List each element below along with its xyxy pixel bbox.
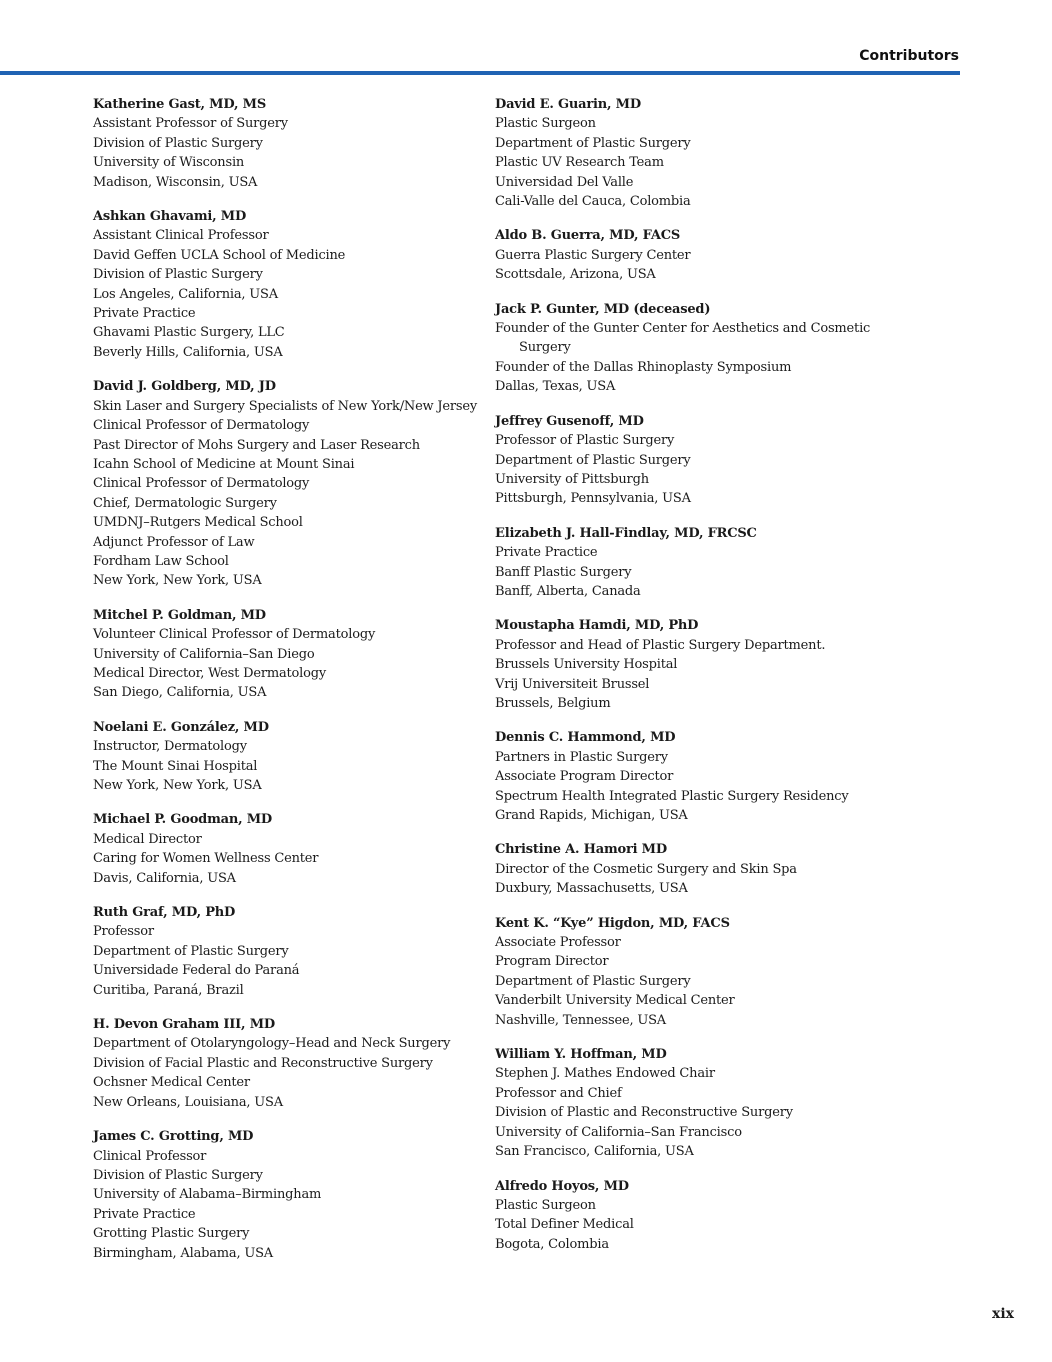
- affiliation-line: Grand Rapids, Michigan, USA: [495, 808, 688, 823]
- affiliation-line: Stephen J. Mathes Endowed Chair: [495, 1066, 715, 1082]
- running-header-title: Contributors: [859, 48, 959, 64]
- contributor-entry: [93, 903, 483, 1000]
- contributor-name: Jack P. Gunter, MD (deceased): [495, 301, 711, 317]
- contributor-name: Noelani E. González, MD: [93, 719, 269, 735]
- affiliation-line: Division of Plastic Surgery: [93, 135, 263, 151]
- header-rule: [0, 71, 960, 75]
- affiliation-line: University of Wisconsin: [93, 155, 245, 171]
- affiliation-line: David Geffen UCLA School of Medicine: [93, 247, 346, 263]
- affiliation-line: Clinical Professor: [93, 1148, 207, 1164]
- contributor-entry: [93, 810, 483, 888]
- affiliation-line: Icahn School of Medicine at Mount Sinai: [93, 456, 355, 472]
- affiliation-line: Professor and Chief: [495, 1085, 622, 1101]
- affiliation-line: Private Practice: [93, 1206, 196, 1222]
- affiliation-line: Fordham Law School: [93, 553, 229, 569]
- affiliation-line: Partners in Plastic Surgery: [495, 749, 668, 765]
- affiliation-line: Banff, Alberta, Canada: [495, 583, 641, 599]
- affiliation-line: University of California–San Diego: [93, 646, 315, 662]
- contributor-entry: [93, 207, 483, 362]
- affiliation-line: Medical Director, West Dermatology: [93, 665, 327, 681]
- affiliation-line: Department of Plastic Surgery: [93, 943, 289, 959]
- affiliation-line: Plastic Surgeon: [495, 1197, 596, 1213]
- contributor-entry: [495, 616, 885, 713]
- affiliation-line: Total Definer Medical: [495, 1217, 634, 1233]
- affiliation-line: Banff Plastic Surgery: [495, 564, 632, 580]
- affiliation-line: Caring for Women Wellness Center: [93, 851, 319, 867]
- affiliation-line: Medical Director: [93, 831, 202, 847]
- affiliation-line: Adjunct Professor of Law: [93, 534, 255, 550]
- affiliation-line: Private Practice: [495, 545, 598, 561]
- affiliation-line: UMDNJ–Rutgers Medical School: [93, 515, 303, 531]
- affiliation-line: Plastic UV Research Team: [495, 155, 664, 171]
- affiliation-line: Universidad Del Valle: [495, 174, 634, 190]
- affiliation-line: Nashville, Tennessee, USA: [495, 1012, 666, 1028]
- affiliation-line: Cali-Valle del Cauca, Colombia: [495, 194, 691, 210]
- affiliation-line: Pittsburgh, Pennsylvania, USA: [495, 491, 691, 507]
- affiliation-line: Beverly Hills, California, USA: [93, 344, 283, 360]
- contributor-entry: [495, 300, 885, 397]
- contributor-name: Ruth Graf, MD, PhD: [93, 905, 236, 921]
- affiliation-line: Assistant Clinical Professor: [93, 228, 269, 244]
- affiliation-line: Professor and Head of Plastic Surgery Department.: [495, 637, 826, 653]
- contributor-entry: [93, 1015, 483, 1112]
- affiliation-line: Department of Otolaryngology–Head and Neck Surgery: [93, 1036, 451, 1052]
- affiliation-line: Division of Plastic Surgery: [93, 1167, 263, 1183]
- affiliation-line: Skin Laser and Surgery Specialists of New York/New Jersey: [93, 398, 478, 414]
- contributor-entry: [93, 95, 483, 192]
- contributor-name: Katherine Gast, MD, MS: [93, 97, 267, 112]
- right-column: [495, 95, 885, 1269]
- affiliation-line: Plastic Surgeon: [495, 116, 596, 132]
- affiliation-line: Duxbury, Massachusetts, USA: [495, 881, 688, 897]
- contributor-name: Michael P. Goodman, MD: [93, 812, 273, 828]
- affiliation-line: New York, New York, USA: [93, 778, 262, 793]
- affiliation-line: Clinical Professor of Dermatology: [93, 418, 310, 434]
- contributor-entry: [495, 95, 885, 211]
- affiliation-line: Founder of the Gunter Center for Aesthetics and Cosmetic: [495, 321, 871, 337]
- contributor-entry: [495, 840, 885, 898]
- contributor-entry: [495, 226, 885, 284]
- contributor-name: Elizabeth J. Hall-Findlay, MD, FRCSC: [495, 525, 757, 541]
- affiliation-line: Founder of the Dallas Rhinoplasty Symposium: [495, 359, 792, 375]
- contributor-entry: [495, 728, 885, 825]
- affiliation-line: Division of Plastic and Reconstructive Surgery: [495, 1105, 793, 1121]
- contributor-name: James C. Grotting, MD: [93, 1129, 254, 1145]
- affiliation-line: Department of Plastic Surgery: [495, 973, 691, 989]
- affiliation-line: Director of the Cosmetic Surgery and Skin Spa: [495, 861, 797, 877]
- affiliation-line: Associate Program Director: [495, 769, 674, 785]
- affiliation-line: University of Pittsburgh: [495, 471, 649, 487]
- affiliation-line: Birmingham, Alabama, USA: [93, 1245, 273, 1261]
- affiliation-line: New York, New York, USA: [93, 573, 262, 589]
- affiliation-line: Division of Facial Plastic and Reconstructive Surgery: [93, 1055, 433, 1071]
- affiliation-line: Universidade Federal do Paraná: [93, 963, 300, 979]
- contributor-name: Moustapha Hamdi, MD, PhD: [495, 618, 699, 634]
- affiliation-line: University of California–San Francisco: [495, 1124, 742, 1140]
- affiliation-line: Davis, California, USA: [93, 870, 236, 886]
- contributor-name: Dennis C. Hammond, MD: [495, 730, 676, 746]
- contributor-entry: [93, 1127, 483, 1263]
- affiliation-line: Los Angeles, California, USA: [93, 286, 278, 302]
- affiliation-line: Program Director: [495, 954, 609, 970]
- affiliation-line: Professor of Plastic Surgery: [495, 433, 675, 449]
- contributor-name: Aldo B. Guerra, MD, FACS: [495, 228, 681, 244]
- affiliation-line: Dallas, Texas, USA: [495, 379, 616, 395]
- affiliation-line: San Francisco, California, USA: [495, 1144, 694, 1160]
- affiliation-line: Private Practice: [93, 306, 196, 322]
- contributor-name: Kent K. “Kye” Higdon, MD, FACS: [495, 915, 730, 931]
- contributor-name: Christine A. Hamori MD: [495, 842, 667, 858]
- affiliation-line: Scottsdale, Arizona, USA: [495, 267, 656, 283]
- affiliation-line: New Orleans, Louisiana, USA: [93, 1094, 283, 1110]
- affiliation-line: Madison, Wisconsin, USA: [93, 174, 258, 190]
- contributor-entry: [495, 1045, 885, 1161]
- affiliation-line: San Diego, California, USA: [93, 685, 267, 701]
- affiliation-line: Chief, Dermatologic Surgery: [93, 495, 277, 511]
- affiliation-line: Department of Plastic Surgery: [495, 135, 691, 151]
- page-number: xix: [991, 1306, 1014, 1322]
- affiliation-line: Professor: [93, 924, 154, 940]
- affiliation-line: Bogota, Colombia: [495, 1236, 609, 1252]
- affiliation-line: Instructor, Dermatology: [93, 739, 247, 755]
- affiliation-line: Ghavami Plastic Surgery, LLC: [93, 325, 285, 341]
- affiliation-line: Past Director of Mohs Surgery and Laser Research: [93, 437, 420, 453]
- contributor-name: Mitchel P. Goldman, MD: [93, 607, 266, 623]
- left-column: [93, 95, 483, 1278]
- contributor-name: Jeffrey Gusenoff, MD: [495, 413, 644, 429]
- affiliation-line: Spectrum Health Integrated Plastic Surgery Residency: [495, 788, 849, 804]
- affiliation-line: Department of Plastic Surgery: [495, 452, 691, 468]
- affiliation-line: The Mount Sinai Hospital: [93, 758, 258, 774]
- contributor-entry: [495, 1177, 885, 1255]
- contributor-name: Alfredo Hoyos, MD: [495, 1178, 629, 1194]
- affiliation-line: Volunteer Clinical Professor of Dermatology: [93, 627, 376, 643]
- contributor-entry: [93, 718, 483, 796]
- affiliation-line: Associate Professor: [495, 935, 621, 951]
- affiliation-line: Division of Plastic Surgery: [93, 267, 263, 283]
- contributor-entry: [93, 377, 483, 590]
- affiliation-line: Grotting Plastic Surgery: [93, 1226, 250, 1242]
- contributor-entry: [495, 412, 885, 509]
- affiliation-line: Curitiba, Paraná, Brazil: [93, 982, 244, 998]
- affiliation-line: University of Alabama–Birmingham: [93, 1187, 322, 1203]
- contributor-name: David J. Goldberg, MD, JD: [93, 379, 276, 395]
- affiliation-line: Clinical Professor of Dermatology: [93, 476, 310, 492]
- affiliation-line: Brussels University Hospital: [495, 657, 678, 673]
- contributor-entry: [93, 606, 483, 703]
- affiliation-line: Guerra Plastic Surgery Center: [495, 247, 691, 263]
- affiliation-line: Surgery: [519, 340, 571, 356]
- contributor-entry: [495, 524, 885, 602]
- contributor-name: William Y. Hoffman, MD: [495, 1047, 667, 1063]
- contributor-name: David E. Guarin, MD: [495, 97, 641, 112]
- affiliation-line: Ochsner Medical Center: [93, 1075, 250, 1091]
- affiliation-line: Brussels, Belgium: [495, 695, 611, 711]
- contributor-entry: [495, 914, 885, 1030]
- contributor-name: H. Devon Graham III, MD: [93, 1017, 275, 1033]
- contributor-name: Ashkan Ghavami, MD: [93, 209, 247, 225]
- affiliation-line: Vanderbilt University Medical Center: [495, 993, 735, 1009]
- affiliation-line: Assistant Professor of Surgery: [93, 116, 288, 132]
- affiliation-line: Vrij Universiteit Brussel: [495, 676, 650, 692]
